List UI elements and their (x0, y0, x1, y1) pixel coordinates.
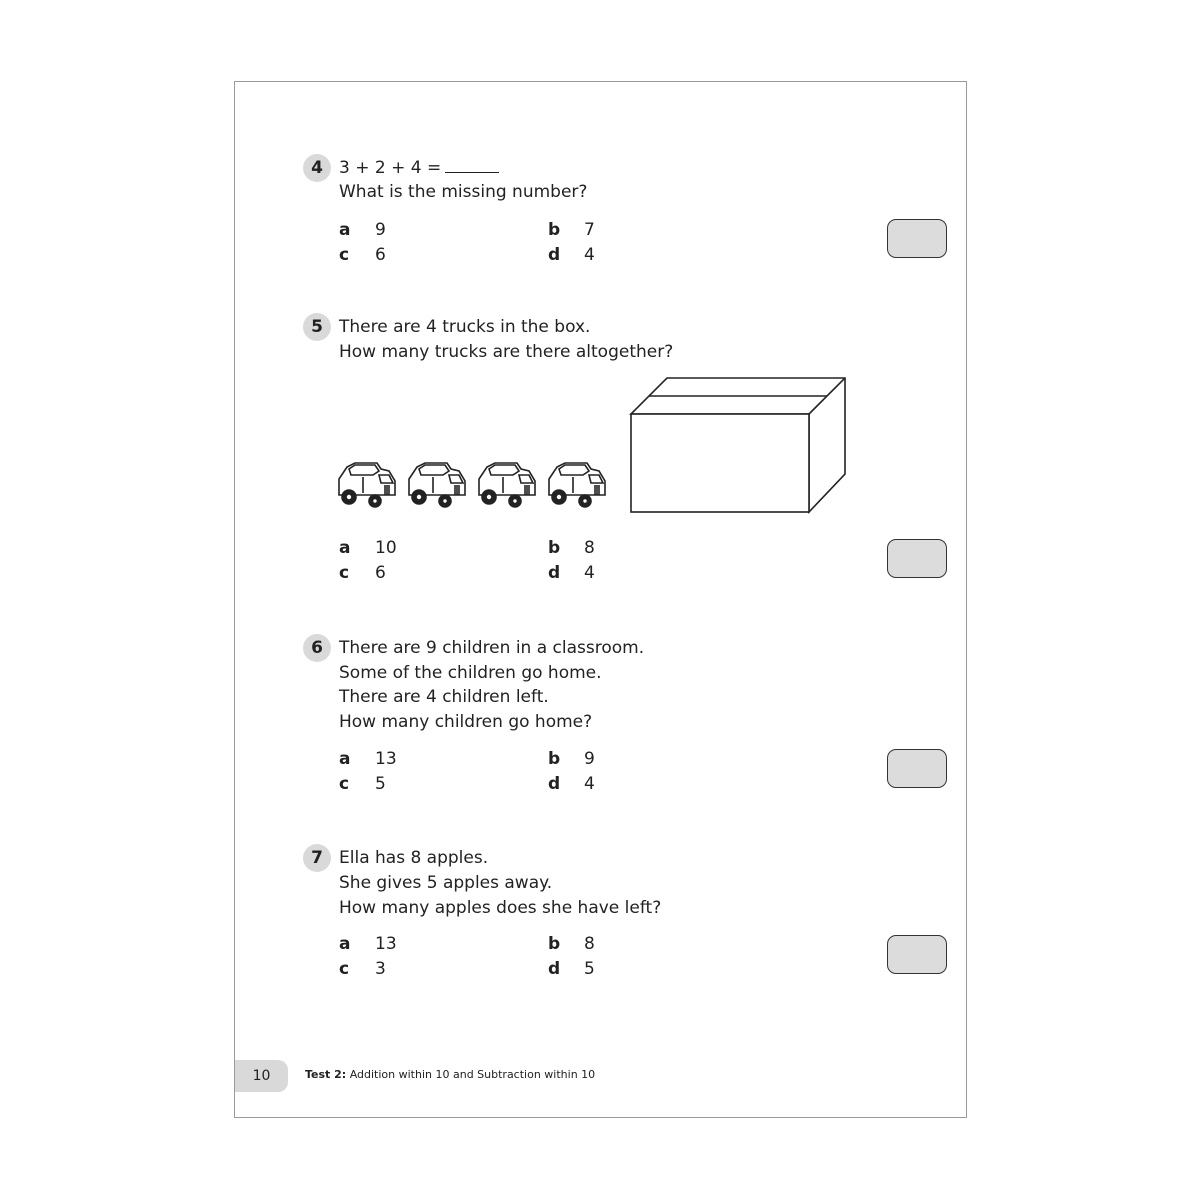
question-number: 5 (303, 313, 331, 341)
equation-text: 3 + 2 + 4 = (339, 158, 442, 178)
question-4 (303, 154, 923, 274)
option-a[interactable]: a 13 (339, 934, 397, 954)
answer-box[interactable] (887, 219, 947, 258)
question-text: How many apples does she have left? (339, 898, 662, 918)
option-b[interactable]: b 7 (548, 220, 595, 240)
question-text: There are 4 trucks in the box. (339, 317, 591, 337)
question-text: How many children go home? (339, 712, 593, 732)
option-a[interactable]: a 13 (339, 749, 397, 769)
footer-test-title (305, 1068, 595, 1081)
question-text: There are 9 children in a classroom. (339, 638, 645, 658)
truck-icon (549, 463, 605, 507)
option-b[interactable]: b 8 (548, 538, 595, 558)
option-a[interactable]: a 9 (339, 220, 386, 240)
answer-box[interactable] (887, 749, 947, 788)
worksheet-page (234, 81, 967, 1118)
question-7 (303, 844, 923, 994)
truck-icon (409, 463, 465, 507)
question-equation (339, 158, 499, 178)
question-6 (303, 634, 923, 804)
option-c[interactable]: c 3 (339, 959, 386, 979)
answer-box[interactable] (887, 935, 947, 974)
option-a[interactable]: a 10 (339, 538, 397, 558)
truck-icon (339, 463, 395, 507)
option-c[interactable]: c 5 (339, 774, 386, 794)
option-c[interactable]: c 6 (339, 245, 386, 265)
question-text: She gives 5 apples away. (339, 873, 553, 893)
option-d[interactable]: d 4 (548, 563, 595, 583)
option-c[interactable]: c 6 (339, 563, 386, 583)
option-d[interactable]: d 5 (548, 959, 595, 979)
question-text: Some of the children go home. (339, 663, 602, 683)
footer-test-label: Test 2: (305, 1068, 347, 1081)
answer-blank-line (445, 158, 499, 173)
option-b[interactable]: b 8 (548, 934, 595, 954)
option-d[interactable]: d 4 (548, 245, 595, 265)
question-5 (303, 313, 923, 593)
question-text: There are 4 children left. (339, 687, 549, 707)
question-number: 6 (303, 634, 331, 662)
question-text: What is the missing number? (339, 182, 588, 202)
box-illustration (629, 376, 849, 516)
option-b[interactable]: b 9 (548, 749, 595, 769)
option-d[interactable]: d 4 (548, 774, 595, 794)
answer-box[interactable] (887, 539, 947, 578)
question-text: Ella has 8 apples. (339, 848, 489, 868)
question-number: 4 (303, 154, 331, 182)
footer-test-topic: Addition within 10 and Subtraction within 10 (349, 1068, 596, 1081)
truck-icon (479, 463, 535, 507)
trucks-illustration (333, 453, 623, 523)
question-text: How many trucks are there altogether? (339, 342, 674, 362)
page-number: 10 (235, 1060, 288, 1092)
question-number: 7 (303, 844, 331, 872)
